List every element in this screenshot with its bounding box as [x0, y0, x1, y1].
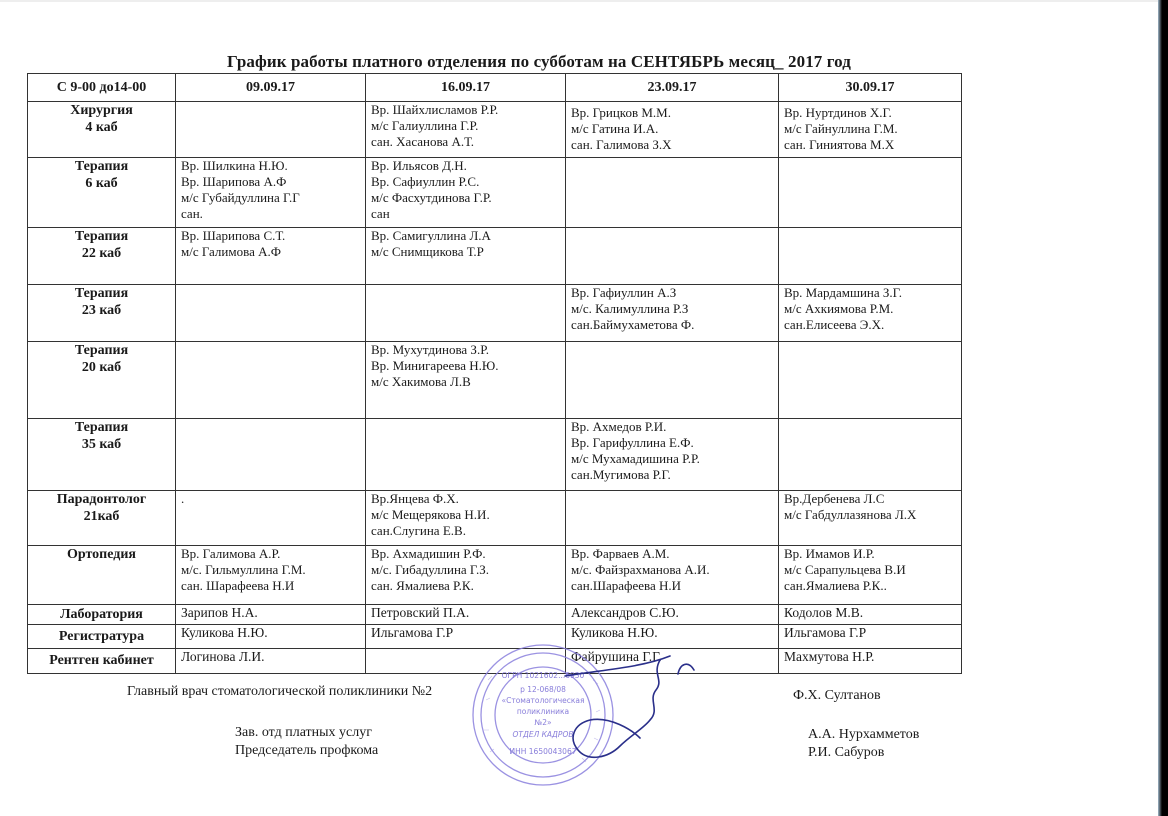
- staff-entry: м/с Сарапульцева В.И: [784, 562, 906, 577]
- staff-cell: [779, 649, 962, 674]
- chief-doctor-name: Ф.Х. Султанов: [793, 688, 881, 703]
- staff-entry: Вр.Дербенева Л.С: [784, 491, 885, 506]
- staff-entry: м/с Габдуллазянова Л.Х: [784, 507, 917, 522]
- staff-cell: [176, 228, 366, 285]
- department-line: 22 каб: [81, 246, 122, 261]
- staff-entry: Вр. Минигареева Н.Ю.: [371, 358, 499, 373]
- staff-cell: [176, 546, 366, 605]
- chief-doctor-label: Главный врач стоматологической поликлиники №2: [127, 684, 433, 699]
- staff-cell: [566, 342, 779, 419]
- department-cell: [28, 546, 176, 605]
- department-line: Терапия: [74, 159, 129, 174]
- header-date: 23.09.17: [566, 74, 779, 102]
- department-line: 20 каб: [81, 360, 122, 375]
- staff-entry: м/с Галимова А.Ф: [181, 244, 282, 259]
- department-line: 35 каб: [81, 437, 122, 452]
- staff-entry: Петровский П.А.: [371, 605, 470, 620]
- staff-entry: Вр. Шайхлисламов Р.Р.: [371, 102, 499, 117]
- staff-entry: Файрушина Г.Г.: [571, 649, 662, 664]
- department-cell: [28, 649, 176, 674]
- department-cell: [28, 419, 176, 491]
- staff-entry: Вр. Ахмедов Р.И.: [571, 419, 667, 434]
- staff-entry: Логинова Л.И.: [181, 649, 265, 664]
- paid-services-head-label: Зав. отд платных услуг: [235, 725, 372, 740]
- staff-entry: Вр. Гафиуллин А.З: [571, 285, 677, 300]
- staff-entry: сан. Ямалиева Р.К.: [371, 578, 474, 593]
- department-line: Парадонтолог: [56, 492, 147, 507]
- staff-cell: [779, 158, 962, 228]
- department-cell: [28, 158, 176, 228]
- header-date: 09.09.17: [176, 74, 366, 102]
- staff-entry: м/с. Гильмуллина Г.М.: [181, 562, 306, 577]
- staff-cell: [176, 285, 366, 342]
- department-line: Терапия: [74, 420, 129, 435]
- document-title: График работы платного отделения по субботам на СЕНТЯБРЬ месяц_ 2017 год: [227, 52, 851, 71]
- header-date: 16.09.17: [366, 74, 566, 102]
- staff-entry: Куликова Н.Ю.: [571, 625, 658, 640]
- staff-entry: сан.Шарафеева Н.И: [571, 578, 682, 593]
- staff-cell: [779, 491, 962, 546]
- staff-entry: Вр. Гарифуллина Е.Ф.: [571, 435, 694, 450]
- staff-entry: м/с Гатина И.А.: [571, 121, 659, 136]
- department-line: Терапия: [74, 229, 129, 244]
- staff-entry: сан. Галимова З.Х: [571, 137, 672, 152]
- staff-entry: Александров С.Ю.: [571, 605, 679, 620]
- staff-entry: сан. Гиниятова М.Х: [784, 137, 895, 152]
- staff-cell: [176, 342, 366, 419]
- table-row: [28, 228, 962, 285]
- department-line: Лаборатория: [60, 606, 143, 622]
- table-row: [28, 102, 962, 158]
- staff-entry: м/с Мухамадишина Р.Р.: [571, 451, 700, 466]
- staff-cell: [566, 491, 779, 546]
- staff-entry: Вр. Шарипова С.Т.: [181, 228, 286, 243]
- department-line: Терапия: [74, 286, 129, 301]
- staff-entry: Ильгамова Г.Р: [371, 625, 454, 640]
- staff-cell: [779, 228, 962, 285]
- staff-entry: Вр. Нуртдинов Х.Г.: [784, 105, 892, 120]
- staff-entry: Вр. Самигуллина Л.А: [371, 228, 491, 243]
- schedule-table: [27, 73, 962, 674]
- staff-entry: сан.Елисеева Э.Х.: [784, 317, 885, 332]
- staff-cell: [366, 342, 566, 419]
- staff-entry: м/с. Калимуллина Р.З: [571, 301, 689, 316]
- header-time: С 9-00 до14-00: [28, 74, 176, 102]
- staff-cell: [176, 158, 366, 228]
- department-line: Ортопедия: [66, 547, 136, 562]
- staff-cell: [366, 419, 566, 491]
- stamp-line: ОТДЕЛ КАДРОВ: [512, 730, 574, 739]
- staff-entry: сан.Слугина Е.В.: [371, 523, 466, 538]
- staff-cell: [779, 342, 962, 419]
- staff-entry: сан. Хасанова А.Т.: [371, 134, 474, 149]
- stamp-line: ИНН 1650043067: [509, 747, 577, 756]
- staff-cell: [779, 546, 962, 605]
- staff-cell: [779, 419, 962, 491]
- staff-cell: [366, 102, 566, 158]
- staff-cell: [779, 102, 962, 158]
- department-line: 23 каб: [81, 303, 122, 318]
- department-cell: [28, 491, 176, 546]
- staff-cell: [566, 158, 779, 228]
- table-header-row: [28, 74, 962, 102]
- staff-cell: [779, 625, 962, 649]
- staff-cell: [366, 228, 566, 285]
- staff-cell: [566, 102, 779, 158]
- staff-entry: Вр. Сафиуллин Р.С.: [371, 174, 480, 189]
- department-line: 6 каб: [85, 176, 118, 191]
- department-line: 21каб: [83, 509, 120, 524]
- staff-cell: [366, 546, 566, 605]
- staff-cell: [566, 285, 779, 342]
- department-cell: [28, 605, 176, 625]
- table-row: [28, 605, 962, 625]
- department-cell: [28, 102, 176, 158]
- staff-entry: м/с Губайдуллина Г.Г: [181, 190, 300, 205]
- staff-entry: сан.Мугимова Р.Г.: [571, 467, 671, 482]
- staff-entry: Вр. Галимова А.Р.: [181, 546, 281, 561]
- staff-cell: [176, 625, 366, 649]
- staff-entry: м/с Хакимова Л.В: [371, 374, 471, 389]
- department-cell: [28, 625, 176, 649]
- staff-entry: м/с Галиуллина Г.Р.: [371, 118, 479, 133]
- staff-entry: Вр. Мухутдинова З.Р.: [371, 342, 490, 357]
- department-line: Регистратура: [58, 628, 145, 644]
- table-row: [28, 419, 962, 491]
- staff-cell: [566, 546, 779, 605]
- staff-entry: м/с. Гибадуллина Г.З.: [371, 562, 489, 577]
- header-date: 30.09.17: [779, 74, 962, 102]
- staff-entry: сан: [371, 206, 390, 221]
- signature: [560, 650, 730, 770]
- staff-entry: Вр. Грицков М.М.: [571, 105, 671, 120]
- staff-cell: [566, 605, 779, 625]
- staff-entry: Куликова Н.Ю.: [181, 625, 268, 640]
- staff-entry: Вр. Фарваев А.М.: [571, 546, 670, 561]
- staff-entry: Вр. Ахмадишин Р.Ф.: [371, 546, 486, 561]
- staff-cell: [176, 491, 366, 546]
- staff-entry: сан.: [181, 206, 203, 221]
- union-chairman-label: Председатель профкома: [235, 743, 379, 758]
- scan-top-edge: [0, 0, 1168, 2]
- staff-cell: [779, 605, 962, 625]
- staff-entry: м/с Фасхутдинова Г.Р.: [371, 190, 492, 205]
- department-cell: [28, 228, 176, 285]
- table-row: [28, 546, 962, 605]
- staff-entry: Кодолов М.В.: [784, 605, 864, 620]
- staff-entry: сан.Баймухаметова Ф.: [571, 317, 695, 332]
- union-chairman-name: Р.И. Сабуров: [808, 745, 885, 760]
- table-body: [28, 102, 962, 674]
- department-line: 4 каб: [85, 120, 118, 135]
- staff-cell: [176, 419, 366, 491]
- staff-entry: Вр. Ильясов Д.Н.: [371, 158, 467, 173]
- department-cell: [28, 285, 176, 342]
- staff-entry: м/с Мещерякова Н.И.: [371, 507, 490, 522]
- staff-cell: [176, 649, 366, 674]
- department-line: Рентген кабинет: [49, 653, 154, 668]
- staff-cell: [366, 158, 566, 228]
- table-row: [28, 285, 962, 342]
- staff-entry: Махмутова Н.Р.: [784, 649, 875, 664]
- department-cell: [28, 342, 176, 419]
- staff-entry: .: [181, 491, 185, 506]
- staff-entry: Ильгамова Г.Р: [784, 625, 867, 640]
- stamp-line: поликлиника: [516, 707, 570, 716]
- staff-cell: [366, 605, 566, 625]
- staff-entry: сан. Шарафеева Н.И: [181, 578, 295, 593]
- staff-entry: Вр. Шарипова А.Ф: [181, 174, 287, 189]
- staff-entry: м/с Снимщикова Т.Р: [371, 244, 484, 259]
- staff-entry: Зарипов Н.А.: [181, 605, 258, 620]
- paid-services-head-name: А.А. Нурхамметов: [808, 727, 920, 742]
- table-row: [28, 491, 962, 546]
- staff-cell: [366, 285, 566, 342]
- staff-entry: Вр.Янцева Ф.Х.: [371, 491, 459, 506]
- stamp-line: р 12-068/08: [520, 685, 566, 694]
- staff-entry: м/с. Файзрахманова А.И.: [571, 562, 710, 577]
- stamp-line: №2»: [534, 718, 552, 727]
- staff-entry: Вр. Шилкина Н.Ю.: [181, 158, 288, 173]
- department-line: Терапия: [74, 343, 129, 358]
- staff-entry: м/с Ахкиямова Р.М.: [784, 301, 894, 316]
- staff-cell: [566, 228, 779, 285]
- table-row: [28, 158, 962, 228]
- stamp-line: «Стоматологическая: [501, 696, 585, 705]
- staff-entry: м/с Гайнуллина Г.М.: [784, 121, 898, 136]
- table-row: [28, 342, 962, 419]
- staff-entry: Вр. Имамов И.Р.: [784, 546, 875, 561]
- staff-cell: [176, 605, 366, 625]
- department-line: Хирургия: [70, 103, 133, 118]
- staff-cell: [366, 491, 566, 546]
- staff-cell: [176, 102, 366, 158]
- stamp-line: ОГРН 1021602...6930: [501, 671, 585, 680]
- staff-entry: сан.Ямалиева Р.К..: [784, 578, 887, 593]
- staff-cell: [566, 419, 779, 491]
- staff-cell: [779, 285, 962, 342]
- staff-entry: Вр. Мардамшина З.Г.: [784, 285, 902, 300]
- scan-right-edge: [1158, 0, 1168, 816]
